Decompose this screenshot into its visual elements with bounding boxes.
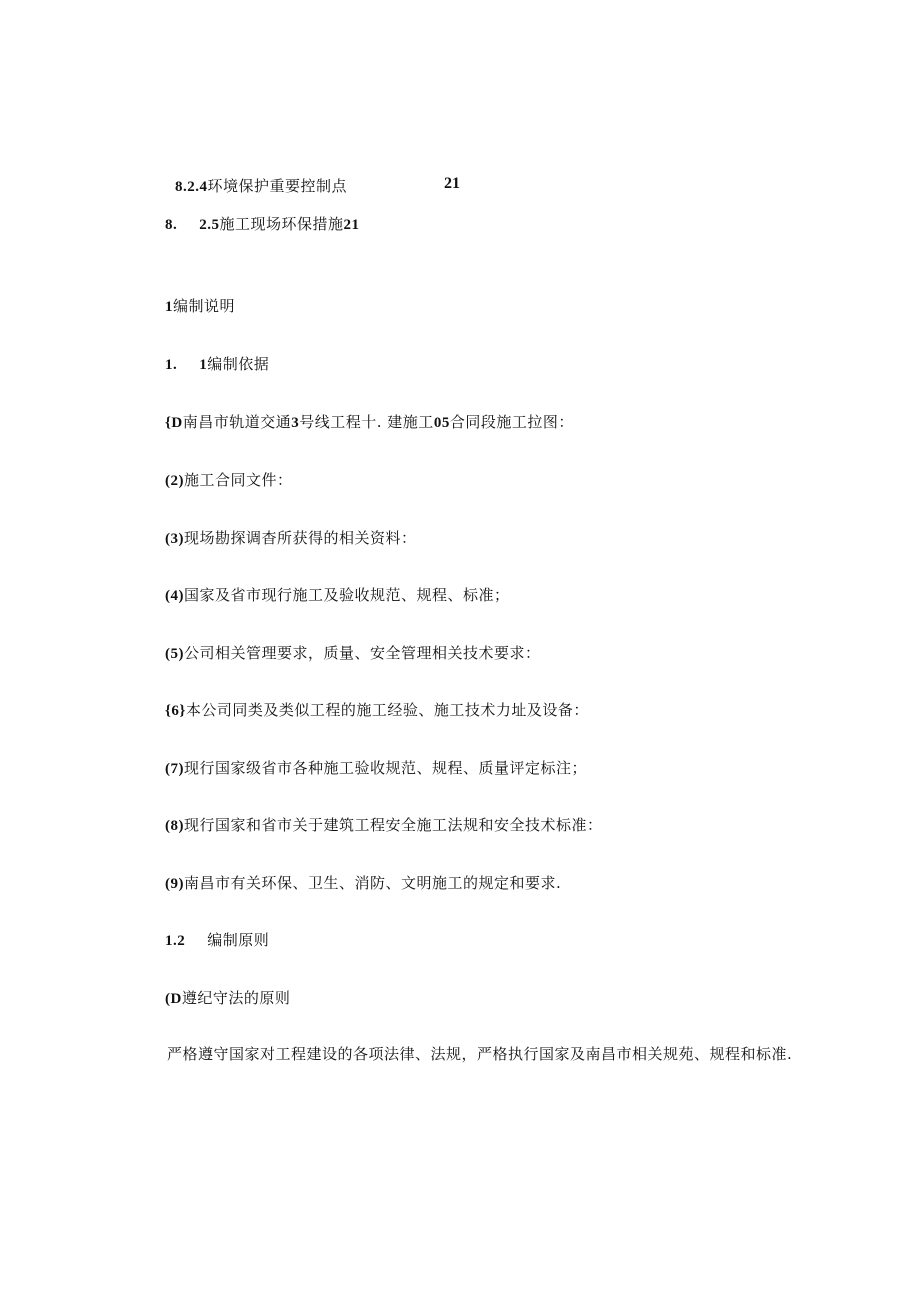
list-marker: (9) bbox=[165, 876, 184, 892]
list-item bbox=[165, 758, 587, 779]
principle-title: 遵纪守法的原则 bbox=[181, 989, 291, 1007]
toc-page-number: 21 bbox=[444, 175, 460, 192]
list-marker: (3) bbox=[165, 531, 184, 547]
principle-heading bbox=[165, 988, 290, 1009]
list-marker: (5) bbox=[165, 646, 184, 662]
subsection-title: 编制依据 bbox=[207, 355, 270, 373]
section-heading bbox=[165, 296, 235, 317]
subsection-heading bbox=[165, 930, 269, 951]
list-number: 05 bbox=[433, 415, 450, 431]
toc-entry bbox=[175, 176, 347, 197]
list-text: 现行国家和省市关于建筑工程安全施工法规和安全技术标准： bbox=[184, 816, 603, 834]
list-item bbox=[165, 412, 574, 433]
list-marker: (8) bbox=[165, 818, 184, 834]
list-text: 本公司同类及类似工程的施工经验、施工技术力址及设备： bbox=[185, 701, 589, 719]
subsection-number: 1.2 bbox=[165, 933, 186, 949]
list-text: 国家及省市现行施工及验收规范、规程、标准； bbox=[184, 586, 510, 604]
list-text: 公司相关管理要求，质量、安全管理相关技术要求： bbox=[184, 644, 541, 662]
toc-title: 环境保护重要控制点 bbox=[207, 177, 348, 195]
list-text: 现场勘探调杳所获得的相关资料： bbox=[184, 529, 417, 547]
toc-entry bbox=[165, 214, 360, 235]
list-item bbox=[165, 470, 293, 491]
toc-number-a: 8. bbox=[165, 217, 178, 233]
list-marker: (4) bbox=[165, 588, 184, 604]
list-marker: {D bbox=[165, 415, 183, 431]
list-marker: (2) bbox=[165, 473, 184, 489]
list-text: 南昌市有关环保、卫生、消防、文明施工的规定和要求. bbox=[184, 874, 562, 892]
list-marker: (7) bbox=[165, 761, 184, 777]
subsection-title: 编制原则 bbox=[207, 931, 270, 949]
body-paragraph: 严格遵守国家对工程建设的各项法律、法规，严格执行国家及南昌市相关规苑、规程和标准. bbox=[167, 1045, 793, 1063]
list-number: 3 bbox=[291, 415, 300, 431]
list-item bbox=[165, 528, 417, 549]
subsection-number-a: 1. bbox=[165, 357, 178, 373]
list-item bbox=[165, 700, 589, 721]
toc-page-number: 21 bbox=[343, 217, 360, 233]
list-item bbox=[165, 815, 603, 836]
list-item bbox=[165, 643, 541, 664]
list-marker: {6} bbox=[165, 703, 186, 719]
toc-number-b: 2.5 bbox=[199, 217, 220, 233]
toc-number: 8.2.4 bbox=[175, 179, 208, 195]
list-item bbox=[165, 585, 510, 606]
toc-title: 施工现场环保措施 bbox=[219, 215, 344, 233]
principle-marker: (D bbox=[165, 991, 182, 1007]
list-text: 号线工程十. 建施工 bbox=[299, 413, 434, 431]
section-number: 1 bbox=[165, 299, 173, 315]
list-text: 施工合同文件： bbox=[184, 471, 293, 489]
list-text: 南昌市轨道交通 bbox=[182, 413, 292, 431]
list-text: 合同段施工拉图： bbox=[449, 413, 574, 431]
list-text: 现行国家级省市各种施工验收规范、规程、质量评定标注； bbox=[184, 759, 588, 777]
subsection-heading bbox=[165, 354, 269, 375]
list-item bbox=[165, 873, 561, 894]
subsection-number-b: 1 bbox=[199, 357, 208, 373]
section-title: 编制说明 bbox=[173, 297, 236, 315]
